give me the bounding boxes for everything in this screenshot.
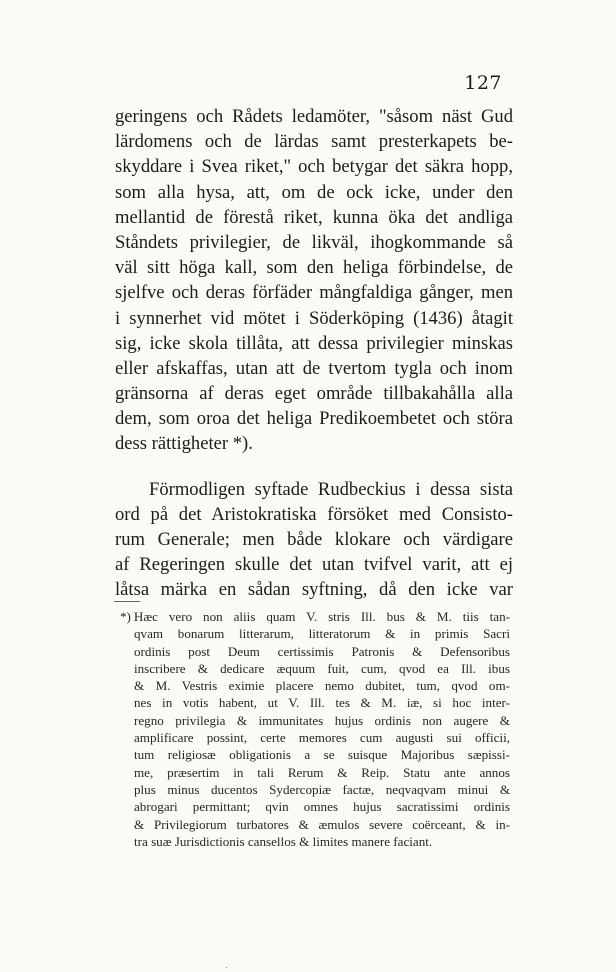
footnote-line: tum religiosæ obligationis a se suisque Majoribus sæpissi- bbox=[134, 747, 510, 763]
text-line: i synnerhet vid mötet i Söderköping (1436) åtagit bbox=[115, 307, 513, 329]
text-line: skyddare i Svea riket," och betygar det säkra hopp, bbox=[115, 156, 513, 178]
footnote-text: Hæc vero non aliis quam V. stris Ill. bus & M. tiis tan- bbox=[133, 609, 510, 624]
footnote bbox=[120, 608, 510, 850]
footnote-line: plus minus ducentos Sydercopiæ factæ, neqvaqvam minui & bbox=[134, 781, 510, 797]
paragraph-gap bbox=[115, 457, 513, 477]
body-text bbox=[115, 104, 513, 603]
text-line: dem, som oroa det heliga Predikoembetet och störa bbox=[115, 408, 513, 430]
footnote-line: me, præsertim in tali Rerum & Reip. Statu ante annos bbox=[134, 764, 510, 780]
footnote-line: amplificare possint, certe memores cum augusti sui officii, bbox=[134, 730, 510, 746]
footnote-line: & Privilegiorum turbatores & æmulos severe coërceant, & in- bbox=[134, 816, 510, 832]
paper-speck bbox=[226, 967, 227, 968]
text-line: Förmodligen syftade Rudbeckius i dessa sista bbox=[149, 478, 513, 500]
text-line: låtsa märka en sådan syftning, då den icke var bbox=[115, 579, 513, 601]
text-line: Ståndets privilegier, de likväl, ihogkommande så bbox=[115, 231, 513, 253]
text-line: rum Generale; men både klokare och värdigare bbox=[115, 529, 513, 550]
footnote-line: tra suæ Jurisdictionis cansellos & limites manere faciant. bbox=[134, 833, 433, 849]
footnote-line: inscribere & dedicare æquum fuit, cum, qvod ea Ill. ibus bbox=[134, 660, 510, 676]
text-line: sig, icke skola tillåta, att dessa privilegier minskas bbox=[115, 332, 513, 354]
text-line: gränsorna af deras eget område tillbakahålla alla bbox=[115, 383, 513, 405]
text-line: som alla hysa, att, om de ock icke, under den bbox=[115, 181, 513, 203]
paragraph-1 bbox=[115, 104, 513, 457]
footnote-line: & M. Vestris eximie placere nemo dubitet, tum, qvod om- bbox=[134, 678, 510, 694]
footnote-marker: *) bbox=[120, 609, 131, 624]
footnote-line: abrogari permittant; qvin omnes hujus sacratissimi ordinis bbox=[134, 799, 510, 815]
footnote-divider bbox=[114, 601, 140, 602]
page-number: 127 bbox=[464, 72, 502, 94]
footnote-line: nes in votis habent, ut V. Ill. tes & M. iæ, si hoc inter- bbox=[134, 695, 510, 711]
text-line: väl sitt höga kall, som den heliga förbindelse, de bbox=[115, 257, 513, 279]
text-line: af Regeringen skulle det utan tvifvel varit, att ej bbox=[115, 554, 513, 576]
text-line: dess rättigheter *). bbox=[115, 433, 253, 455]
text-line: ord på det Aristokratiska försöket med Consisto- bbox=[115, 503, 513, 525]
text-line: eller afskaffas, utan att de tvertom tygla och inom bbox=[115, 357, 513, 379]
text-line: sjelfve och deras förfäder mångfaldiga gånger, men bbox=[115, 282, 513, 304]
paragraph-2 bbox=[115, 477, 513, 603]
text-line: geringens och Rådets ledamöter, "såsom näst Gud bbox=[115, 106, 513, 127]
text-line: mellantid de förestå riket, kunna öka det andliga bbox=[115, 206, 513, 228]
footnote-line: regno privilegia & immunitates hujus ordinis non augere & bbox=[134, 712, 510, 728]
footnote-line: qvam bonarum litterarum, litteratorum & in primis Sacri bbox=[134, 626, 510, 642]
text-line: lärdomens och de lärdas samt presterkapets be- bbox=[115, 131, 513, 153]
footnote-line: ordinis post Deum certissimis Patronis & Defensoribus bbox=[134, 643, 510, 659]
footnote-line bbox=[120, 608, 510, 625]
